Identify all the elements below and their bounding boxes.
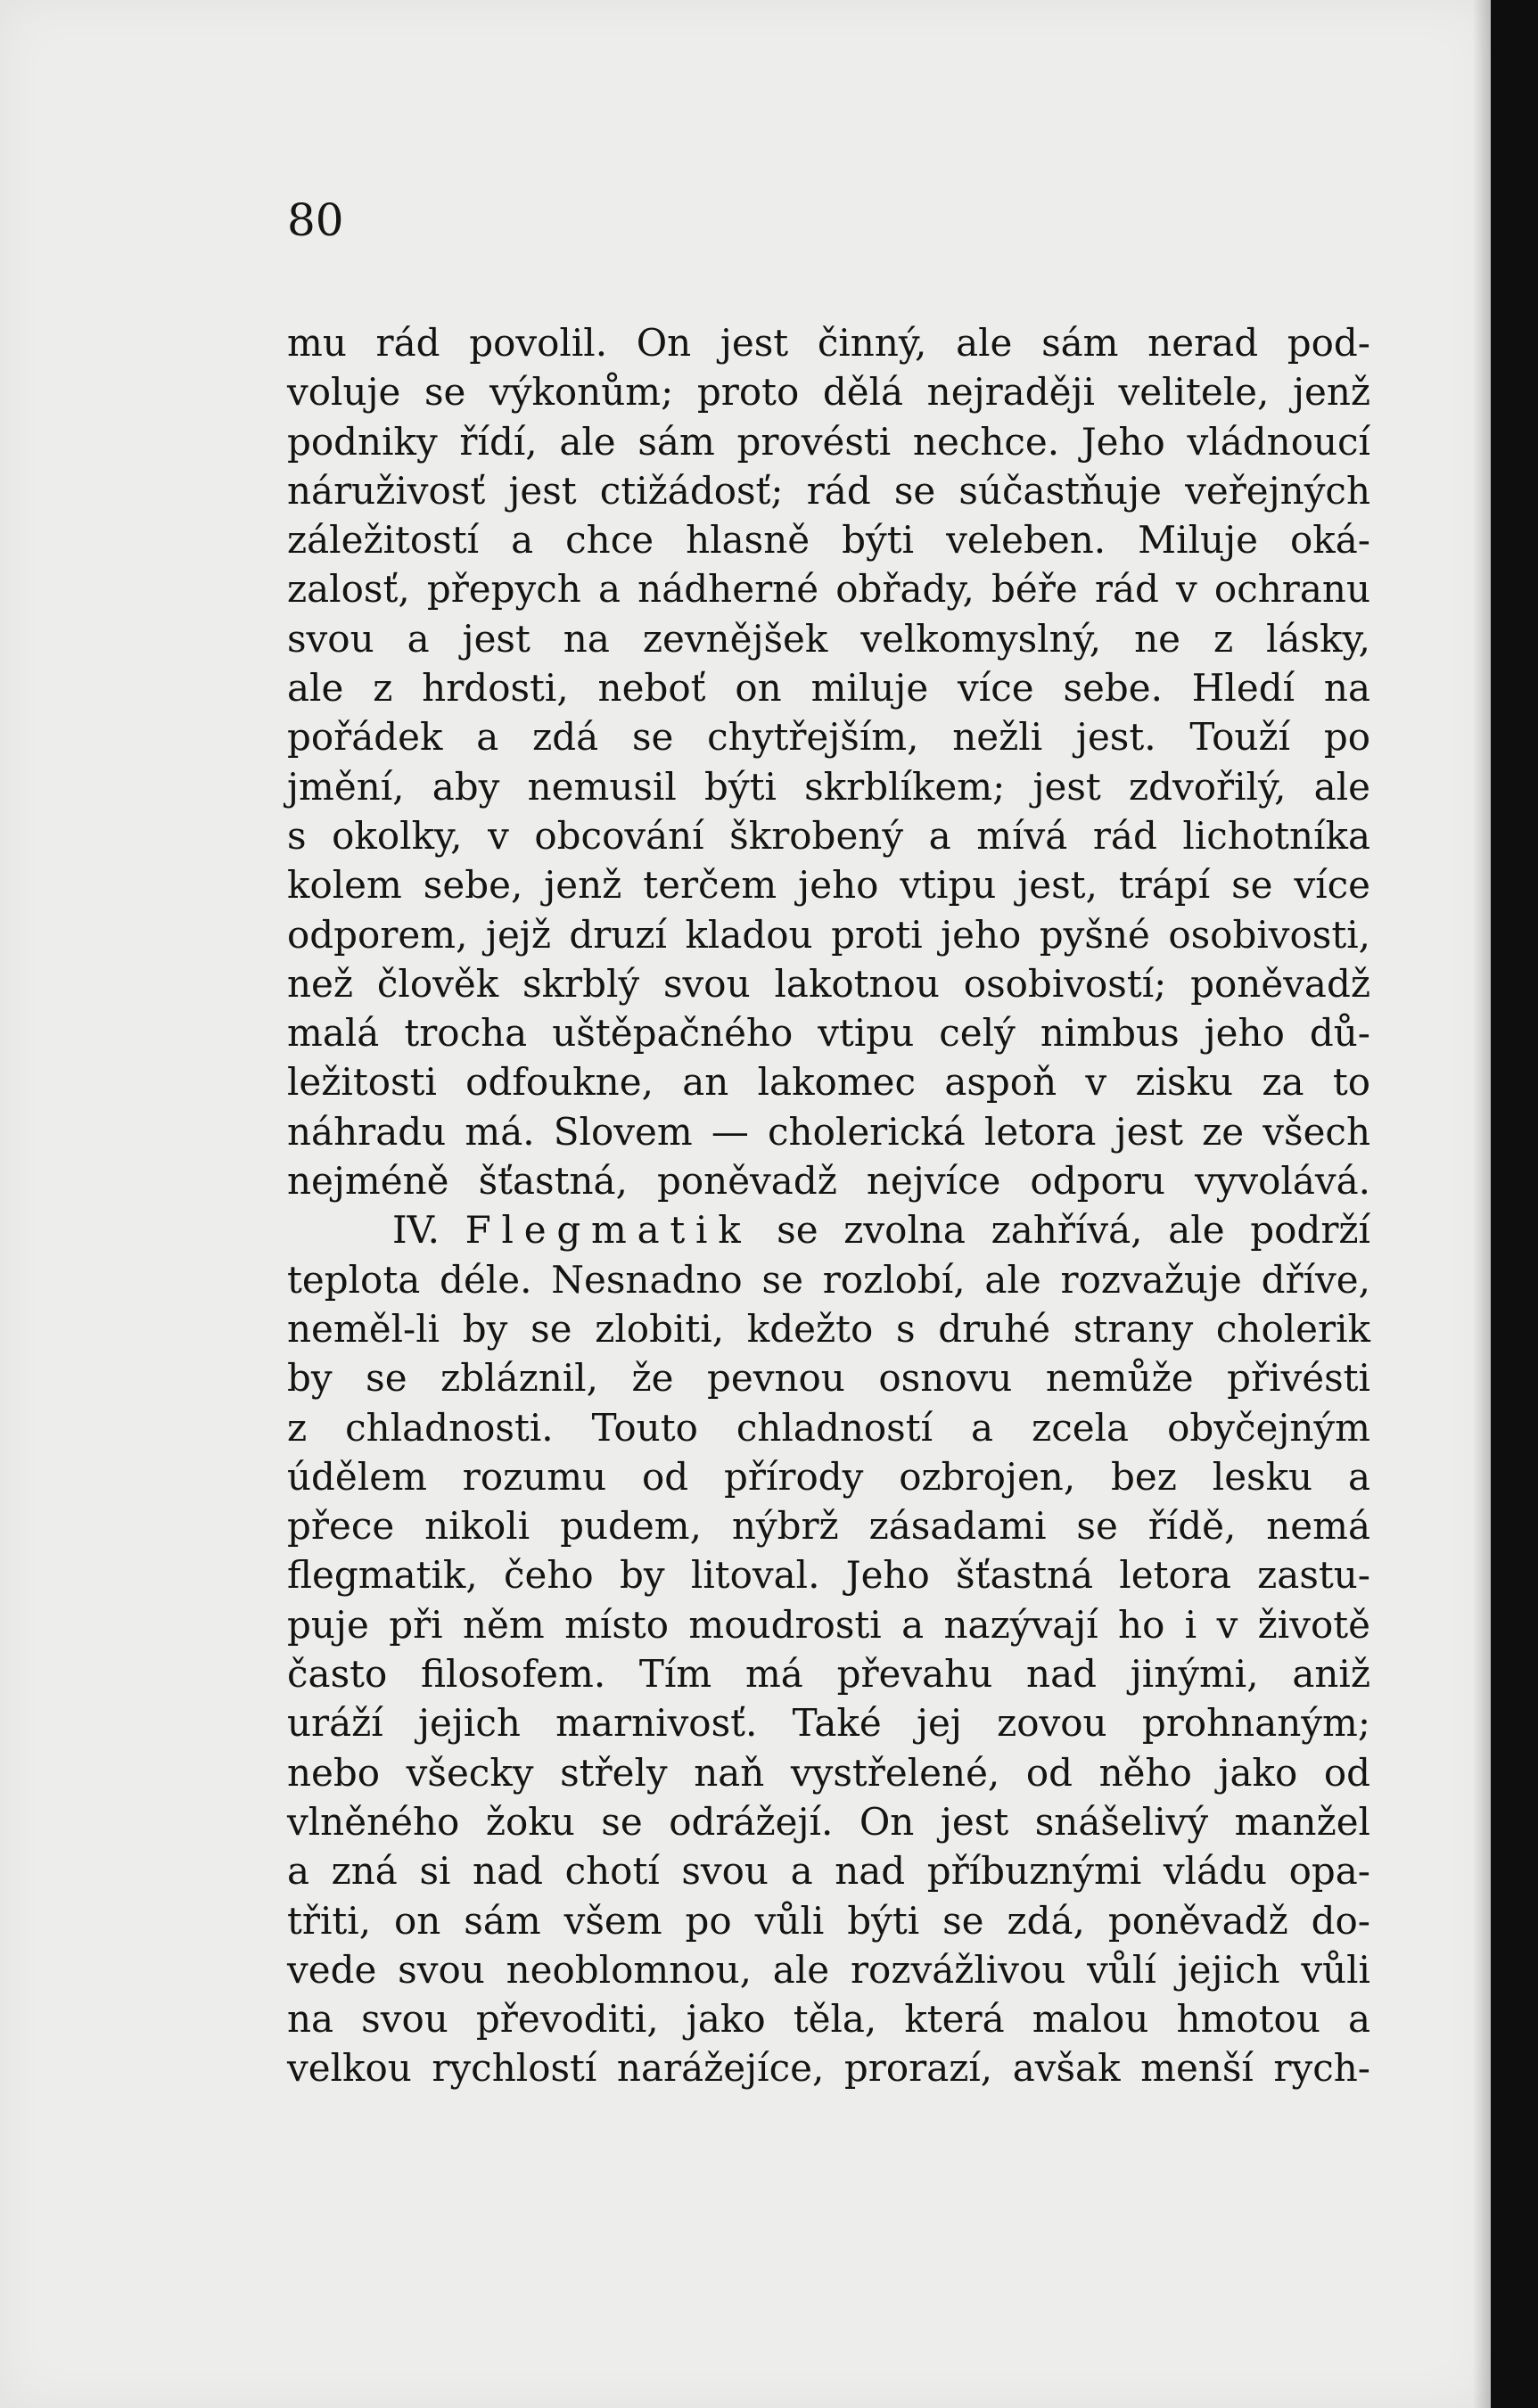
- text-line: malá trocha uštěpačného vtipu celý nimbus jeho dů-: [287, 1011, 1370, 1056]
- text-line: s okolky, v obcování škrobený a mívá rád lichotníka: [287, 813, 1370, 858]
- text-line: vede svou neoblomnou, ale rozvážlivou vůlí jejich vůli: [287, 1947, 1370, 1992]
- text-line: než člověk skrblý svou lakotnou osobivostí; poněvadž: [287, 961, 1370, 1006]
- text-line: náruživosť jest ctižádosť; rád se súčastňuje veřejných: [287, 468, 1370, 513]
- text-line: mu rád povolil. On jest činný, ale sám nerad pod-: [287, 321, 1370, 365]
- text-line: vlněného žoku se odrážejí. On jest snášelivý manžel: [287, 1799, 1370, 1844]
- text-line: třiti, on sám všem po vůli býti se zdá, poněvadž do-: [287, 1898, 1370, 1943]
- text-line: voluje se výkonům; proto dělá nejraději velitele, jenž: [287, 370, 1370, 415]
- section-term: Flegmatik: [465, 1208, 752, 1253]
- text-line: přece nikoli pudem, nýbrž zásadami se řídě, nemá: [287, 1504, 1370, 1549]
- page-edge-shadow: [1473, 0, 1491, 2408]
- text-line: zalosť, přepych a nádherné obřady, béře rád v ochranu: [287, 567, 1370, 612]
- text-line: z chladnosti. Touto chladností a zcela obyčejným: [287, 1405, 1370, 1450]
- section-line-rest: se zvolna zahřívá, ale podrží: [777, 1208, 1370, 1253]
- text-line: flegmatik, čeho by litoval. Jeho šťastná letora zastu-: [287, 1553, 1370, 1598]
- text-line: často filosofem. Tím má převahu nad jinými, aniž: [287, 1652, 1370, 1697]
- page-number: 80: [287, 194, 344, 246]
- section-numeral: IV.: [392, 1208, 440, 1253]
- text-line: nejméně šťastná, poněvadž nejvíce odporu vyvolává.: [287, 1159, 1370, 1204]
- text-line: a zná si nad chotí svou a nad příbuznými vládu opa-: [287, 1849, 1370, 1894]
- text-line: nebo všecky střely naň vystřelené, od něho jako od: [287, 1750, 1370, 1795]
- text-line: kolem sebe, jenž terčem jeho vtipu jest, trápí se více: [287, 863, 1370, 908]
- text-line: údělem rozumu od přírody ozbrojen, bez lesku a: [287, 1454, 1370, 1499]
- text-line: svou a jest na zevnějšek velkomyslný, ne z lásky,: [287, 616, 1370, 661]
- text-line: ale z hrdosti, neboť on miluje více sebe. Hledí na: [287, 666, 1370, 711]
- text-line: uráží jejich marnivosť. Také jej zovou prohnaným;: [287, 1701, 1370, 1746]
- text-line: záležitostí a chce hlasně býti veleben. Miluje oká-: [287, 518, 1370, 563]
- text-line: odporem, jejž druzí kladou proti jeho pyšné osobivosti,: [287, 912, 1370, 957]
- text-line: jmění, aby nemusil býti skrblíkem; jest zdvořilý, ale: [287, 764, 1370, 809]
- section-iv-heading-line: [287, 1205, 1370, 1254]
- text-line: teplota déle. Nesnadno se rozlobí, ale rozvažuje dříve,: [287, 1257, 1370, 1302]
- text-line: podniky řídí, ale sám provésti nechce. Jeho vládnoucí: [287, 419, 1370, 464]
- text-line: by se zbláznil, že pevnou osnovu nemůže přivésti: [287, 1356, 1370, 1401]
- text-line: na svou převoditi, jako těla, která malou hmotou a: [287, 1997, 1370, 2042]
- text-line: náhradu má. Slovem — cholerická letora jest ze všech: [287, 1109, 1370, 1154]
- text-line: puje při něm místo moudrosti a nazývají ho i v životě: [287, 1602, 1370, 1647]
- text-line: velkou rychlostí narážejíce, prorazí, avšak menší rych-: [287, 2046, 1370, 2091]
- text-line: pořádek a zdá se chytřejším, nežli jest. Touží po: [287, 715, 1370, 760]
- body-text: [287, 318, 1370, 2093]
- text-line: ležitosti odfoukne, an lakomec aspoň v zisku za to: [287, 1060, 1370, 1105]
- text-line: neměl-li by se zlobiti, kdežto s druhé strany cholerik: [287, 1306, 1370, 1351]
